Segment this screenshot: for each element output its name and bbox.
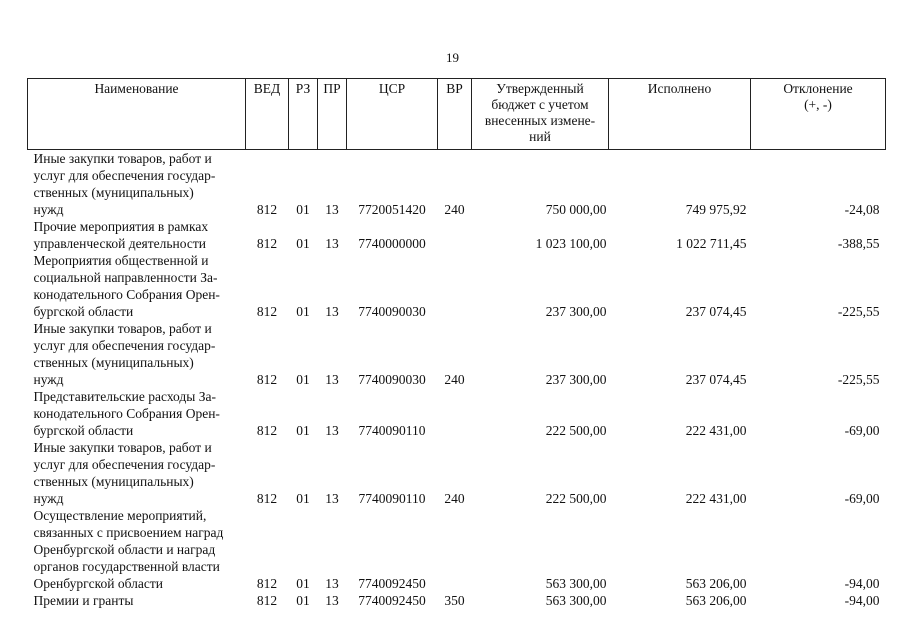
cell-name-line: Осуществление мероприятий, xyxy=(33,508,207,523)
cell-name-line: бургской области xyxy=(33,423,134,438)
cell-deviation: -69,00 xyxy=(844,423,880,438)
header-approved-line: бюджет с учетом xyxy=(491,97,589,112)
header-csr: ЦСР xyxy=(347,79,438,150)
cell-csr: 7740090110 xyxy=(358,423,426,438)
cell-name-line: нужд xyxy=(33,202,64,217)
cell-name-line: органов государственной власти xyxy=(33,559,220,574)
cell-name-line: бургской области xyxy=(33,304,134,319)
cell-ved: 812 xyxy=(256,576,278,591)
table-row xyxy=(28,507,886,592)
cell-deviation: -225,55 xyxy=(837,304,880,319)
table-row xyxy=(28,320,886,388)
cell-pr: 13 xyxy=(325,423,339,438)
cell-deviation: -388,55 xyxy=(837,236,880,251)
cell-pr: 13 xyxy=(325,593,339,608)
cell-name xyxy=(28,252,246,320)
cell-name xyxy=(28,439,246,507)
cell-ved: 812 xyxy=(256,372,278,387)
cell-name-line: Оренбургской области xyxy=(33,576,163,591)
cell-name-line: Оренбургской области и наград xyxy=(33,542,216,557)
cell-name-line: связанных с присвоением наград xyxy=(33,525,224,540)
cell-vr: 350 xyxy=(444,593,465,608)
cell-name-line: Прочие мероприятия в рамках xyxy=(33,219,209,234)
header-ved: ВЕД xyxy=(246,79,289,150)
cell-name-line: услуг для обеспечения государ- xyxy=(33,457,216,472)
cell-approved: 1 023 100,00 xyxy=(535,236,607,251)
cell-csr: 7740090110 xyxy=(358,491,426,506)
cell-vr xyxy=(438,507,472,592)
cell-ved: 812 xyxy=(256,236,278,251)
table-header xyxy=(28,79,886,150)
header-approved-line: ний xyxy=(529,129,551,144)
header-approved-line: Утвержденный xyxy=(496,81,584,96)
cell-name xyxy=(28,507,246,592)
cell-deviation: -69,00 xyxy=(844,491,880,506)
cell-pr: 13 xyxy=(325,236,339,251)
cell-name-line: Иные закупки товаров, работ и xyxy=(33,151,212,166)
cell-approved: 563 300,00 xyxy=(545,593,607,608)
cell-pr: 13 xyxy=(325,202,339,217)
cell-name-line: ственных (муниципальных) xyxy=(33,474,194,489)
cell-csr: 7740092450 xyxy=(358,593,426,608)
cell-name-line: ственных (муниципальных) xyxy=(33,185,194,200)
cell-approved: 750 000,00 xyxy=(545,202,607,217)
cell-executed: 237 074,45 xyxy=(685,304,747,319)
header-approved xyxy=(472,79,609,150)
cell-executed: 222 431,00 xyxy=(685,423,747,438)
table-row xyxy=(28,388,886,439)
cell-rz: 01 xyxy=(296,202,310,217)
cell-executed: 563 206,00 xyxy=(685,576,747,591)
cell-name-line: Иные закупки товаров, работ и xyxy=(33,321,212,336)
cell-approved: 237 300,00 xyxy=(545,372,607,387)
cell-rz: 01 xyxy=(296,423,310,438)
cell-name-line: Иные закупки товаров, работ и xyxy=(33,440,212,455)
cell-ved: 812 xyxy=(256,423,278,438)
cell-deviation: -24,08 xyxy=(844,202,880,217)
header-vr: ВР xyxy=(438,79,472,150)
cell-ved: 812 xyxy=(256,202,278,217)
cell-name-line: конодательного Собрания Орен- xyxy=(33,406,220,421)
cell-vr xyxy=(438,252,472,320)
table-row xyxy=(28,218,886,252)
cell-approved: 222 500,00 xyxy=(545,491,607,506)
cell-rz: 01 xyxy=(296,491,310,506)
cell-executed: 1 022 711,45 xyxy=(676,236,747,251)
cell-vr xyxy=(438,218,472,252)
cell-ved: 812 xyxy=(256,593,278,608)
header-name: Наименование xyxy=(28,79,246,150)
header-executed: Исполнено xyxy=(609,79,751,150)
cell-approved: 563 300,00 xyxy=(545,576,607,591)
cell-name-line: ственных (муниципальных) xyxy=(33,355,194,370)
cell-pr: 13 xyxy=(325,576,339,591)
cell-name-line: услуг для обеспечения государ- xyxy=(33,338,216,353)
cell-rz: 01 xyxy=(296,236,310,251)
cell-name xyxy=(28,592,246,609)
cell-name-line: Представительские расходы За- xyxy=(33,389,216,404)
cell-ved: 812 xyxy=(256,491,278,506)
cell-pr: 13 xyxy=(325,304,339,319)
table-row xyxy=(28,439,886,507)
cell-csr: 7740092450 xyxy=(358,576,426,591)
cell-csr: 7740090030 xyxy=(358,304,426,319)
cell-executed: 222 431,00 xyxy=(685,491,747,506)
cell-vr xyxy=(438,388,472,439)
cell-approved: 222 500,00 xyxy=(545,423,607,438)
cell-name-line: социальной направленности За- xyxy=(33,270,218,285)
cell-name xyxy=(28,150,246,219)
cell-name-line: нужд xyxy=(33,372,64,387)
cell-vr: 240 xyxy=(444,372,465,387)
cell-name-line: управленческой деятельности xyxy=(33,236,206,251)
cell-executed: 237 074,45 xyxy=(685,372,747,387)
header-pr: ПР xyxy=(318,79,347,150)
cell-name xyxy=(28,218,246,252)
header-deviation-line: (+, -) xyxy=(804,97,832,112)
cell-vr: 240 xyxy=(444,491,465,506)
cell-name-line: нужд xyxy=(33,491,64,506)
table-body xyxy=(28,150,886,610)
page-number: 19 xyxy=(446,50,459,65)
cell-rz: 01 xyxy=(296,304,310,319)
cell-rz: 01 xyxy=(296,372,310,387)
cell-name-line: Мероприятия общественной и xyxy=(33,253,209,268)
cell-approved: 237 300,00 xyxy=(545,304,607,319)
table-row xyxy=(28,150,886,219)
cell-name-line: услуг для обеспечения государ- xyxy=(33,168,216,183)
header-approved-line: внесенных измене- xyxy=(484,113,596,128)
cell-name xyxy=(28,320,246,388)
cell-deviation: -94,00 xyxy=(844,576,880,591)
cell-ved: 812 xyxy=(256,304,278,319)
cell-deviation: -94,00 xyxy=(844,593,880,608)
cell-executed: 749 975,92 xyxy=(685,202,747,217)
header-deviation-line: Отклонение xyxy=(783,81,853,96)
cell-rz: 01 xyxy=(296,576,310,591)
cell-csr: 7740000000 xyxy=(358,236,426,251)
header-deviation xyxy=(751,79,886,150)
cell-pr: 13 xyxy=(325,491,339,506)
table-row xyxy=(28,592,886,609)
budget-table xyxy=(27,78,886,609)
cell-name-line: конодательного Собрания Орен- xyxy=(33,287,220,302)
cell-name xyxy=(28,388,246,439)
cell-vr: 240 xyxy=(444,202,465,217)
cell-pr: 13 xyxy=(325,372,339,387)
table-row xyxy=(28,252,886,320)
cell-name-line: Премии и гранты xyxy=(33,593,134,608)
cell-executed: 563 206,00 xyxy=(685,593,747,608)
cell-csr: 7740090030 xyxy=(358,372,426,387)
cell-csr: 7720051420 xyxy=(358,202,426,217)
cell-rz: 01 xyxy=(296,593,310,608)
cell-deviation: -225,55 xyxy=(837,372,880,387)
header-rz: РЗ xyxy=(289,79,318,150)
